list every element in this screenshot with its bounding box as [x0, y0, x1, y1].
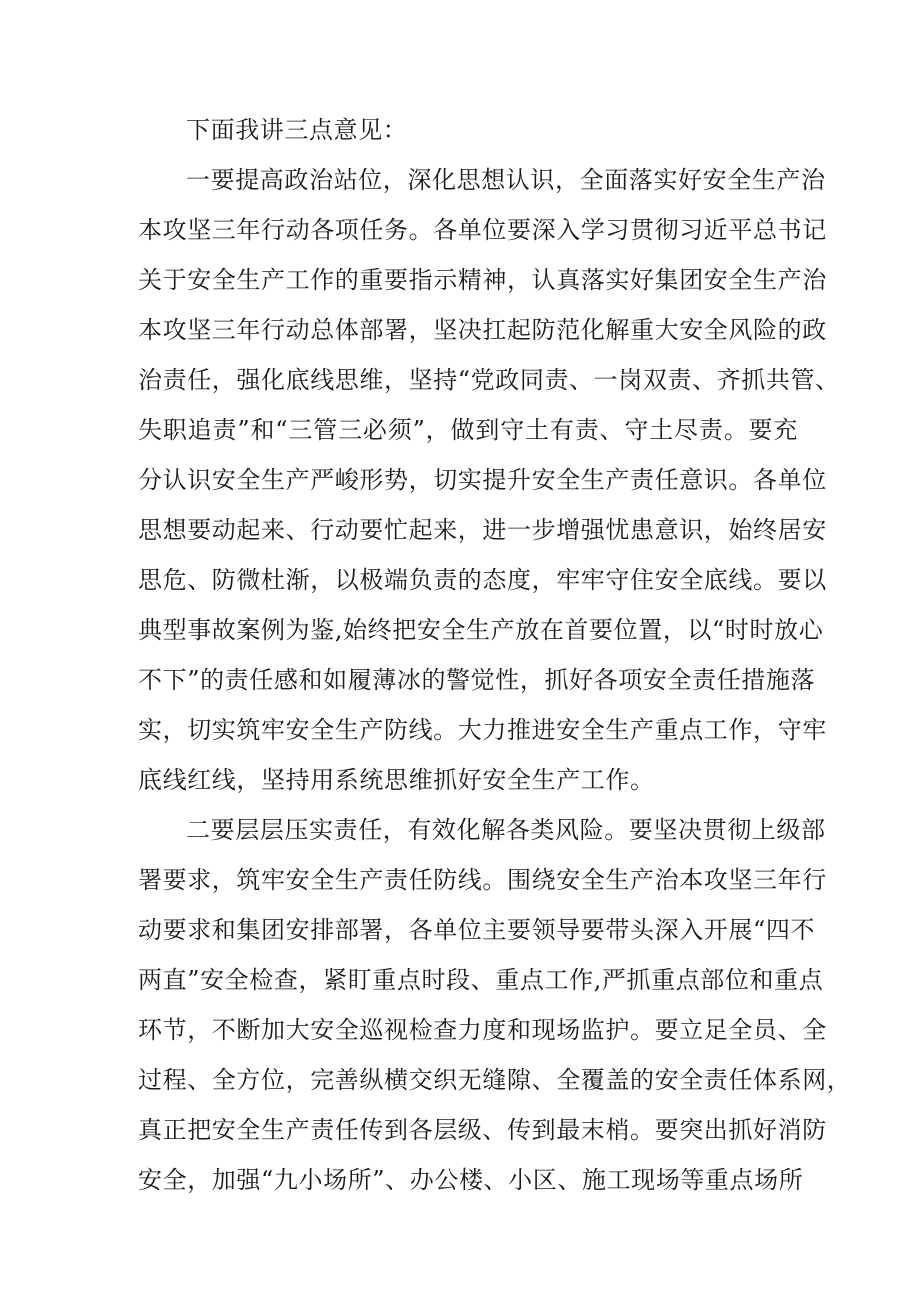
- text-line: 过程、全方位，完善纵横交织无缝隙、全覆盖的安全责任体系网，: [138, 1066, 852, 1094]
- text-line: 关于安全生产工作的重要指示精神，认真落实好集团安全生产治: [138, 266, 827, 294]
- text-line: 实，切实筑牢安全生产防线。大力推进安全生产重点工作，守牢: [138, 716, 827, 744]
- text-line: 分认识安全生产严峻形势，切实提升安全生产责任意识。各单位: [138, 466, 827, 494]
- text-line: 底线红线，坚持用系统思维抓好安全生产工作。: [138, 766, 655, 794]
- text-line: 思想要动起来、行动要忙起来，进一步增强忧患意识，始终居安: [138, 516, 827, 544]
- text-line: 失职追责”和“三管三必须”，做到守土有责、守土尽责。要充: [138, 416, 798, 444]
- text-line: 一要提高政治站位，深化思想认识，全面落实好安全生产治: [186, 166, 826, 194]
- text-line: 署要求，筑牢安全生产责任防线。围绕安全生产治本攻坚三年行: [138, 866, 827, 894]
- text-line: 思危、防微杜渐，以极端负责的态度，牢牢守住安全底线。要以: [138, 566, 827, 594]
- text-line: 真正把安全生产责任传到各层级、传到最末梢。要突出抓好消防: [138, 1116, 827, 1144]
- text-line: 两直”安全检查，紧盯重点时段、重点工作,严抓重点部位和重点: [138, 966, 824, 994]
- text-line: 动要求和集团安排部署，各单位主要领导要带头深入开展“四不: [138, 916, 816, 944]
- text-line: 安全，加强“九小场所”、办公楼、小区、施工现场等重点场所: [138, 1166, 804, 1194]
- text-line: 环节，不断加大安全巡视检查力度和现场监护。要立足全员、全: [138, 1016, 827, 1044]
- text-line: 二要层层压实责任，有效化解各类风险。要坚决贯彻上级部: [186, 816, 826, 844]
- text-line: 不下”的责任感和如履薄冰的警觉性，抓好各项安全责任措施落: [138, 666, 816, 694]
- text-line: 本攻坚三年行动各项任务。各单位要深入学习贯彻习近平总书记: [138, 216, 827, 244]
- text-line: 治责任，强化底线思维，坚持“党政同责、一岗双责、齐抓共管、: [138, 366, 840, 394]
- text-line: 下面我讲三点意见：: [186, 116, 408, 144]
- text-line: 本攻坚三年行动总体部署，坚决扛起防范化解重大安全风险的政: [138, 316, 827, 344]
- text-line: 典型事故案例为鉴,始终把安全生产放在首要位置，以“时时放心: [138, 616, 824, 644]
